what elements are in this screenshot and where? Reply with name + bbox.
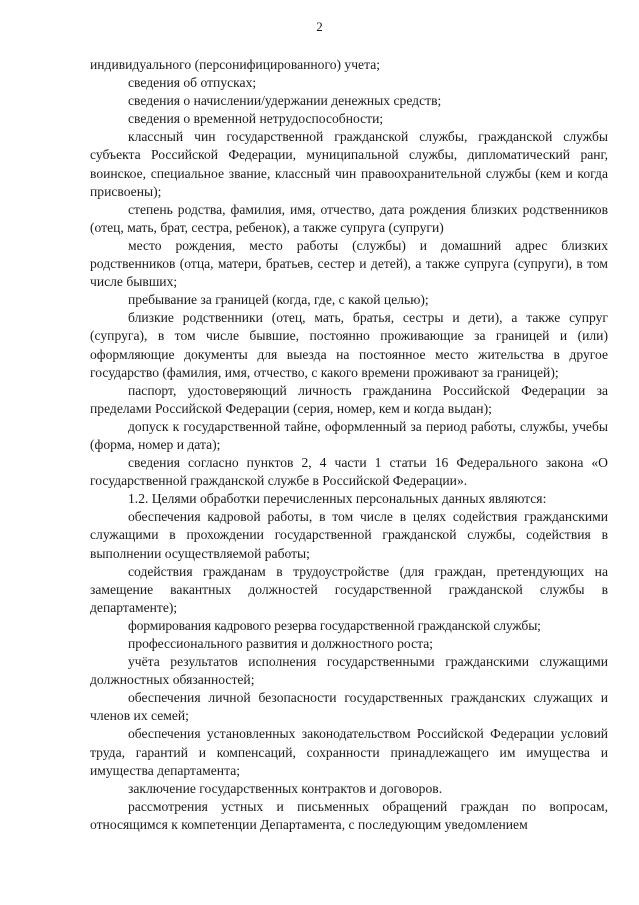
paragraph: заключение государственных контрактов и договоров. bbox=[128, 780, 443, 796]
paragraph: формирования кадрового резерва государственной гражданской службы; bbox=[128, 617, 541, 633]
paragraph: индивидуального (персонифицированного) учета; bbox=[90, 57, 381, 72]
paragraph: близкие родственники (отец, мать, братья, сестры и дети), а также супруг (супруга), в том числе бывшие, постоянно проживающие за границей и (или) оформляющие документы для выезда на постоянное место жительства в другое государство (фамилия, имя, отчество, с какого времени проживают за границей); bbox=[90, 310, 608, 380]
paragraph: пребывание за границей (когда, где, с какой целью); bbox=[128, 292, 429, 308]
paragraph: сведения об отпусках; bbox=[128, 75, 257, 91]
paragraph: обеспечения установленных законодательством Российской Федерации условий труда, гарантий и компенсаций, сохранности принадлежащего им имущества и имущества департамента; bbox=[90, 726, 608, 778]
paragraph: место рождения, место работы (службы) и домашний адрес близких родственников (отца, матери, братьев, сестер и детей), а также супруга (супруги), в том числе бывших; bbox=[90, 237, 608, 290]
paragraph: паспорт, удостоверяющий личность гражданина Российской Федерации за пределами Российской Федерации (серия, номер, кем и когда выдан); bbox=[90, 382, 608, 416]
paragraph: классный чин государственной гражданской службы, гражданской службы субъекта Российской Федерации, муниципальной службы, дипломатический ранг, воинское, специальное звание, классный чин правоохранительной службы (кем и когда присвоены); bbox=[90, 129, 608, 199]
paragraph: сведения согласно пунктов 2, 4 части 1 статьи 16 Федерального закона «О государственной гражданской службе в Российской Федерации». bbox=[90, 455, 608, 489]
section-heading: 1.2. Целями обработки перечисленных персональных данных являются: bbox=[128, 491, 547, 507]
paragraph: профессионального развития и должностного роста; bbox=[128, 636, 434, 651]
page-number: 2 bbox=[316, 19, 323, 34]
paragraph: степень родства, фамилия, имя, отчество, дата рождения близких родственников (отец, мать, брат, сестра, ребенок), а также супруга (супруги) bbox=[90, 201, 608, 235]
paragraph: сведения о временной нетрудоспособности; bbox=[128, 111, 384, 127]
paragraph: обеспечения личной безопасности государственных гражданских служащих и членов их семей; bbox=[90, 690, 608, 724]
paragraph: содействия гражданам в трудоустройстве (для граждан, претендующих на замещение вакантных должностей государственной гражданской службы в департаменте); bbox=[90, 563, 608, 615]
paragraph: допуск к государственной тайне, оформленный за период работы, службы, учебы (форма, номер и дата); bbox=[90, 418, 608, 452]
paragraph: рассмотрения устных и письменных обращений граждан по вопросам, относящимся к компетенции Департамента, с последующим уведомлением bbox=[90, 798, 608, 832]
paragraph: обеспечения кадровой работы, в том числе в целях содействия гражданскими служащими в прохождении государственной гражданской службы, содействия в выполнении осуществляемой работы; bbox=[90, 509, 608, 561]
paragraph: учёта результатов исполнения государственными гражданскими служащими должностных обязанностей; bbox=[90, 654, 608, 688]
document-body bbox=[90, 56, 608, 834]
paragraph: сведения о начислении/удержании денежных средств; bbox=[128, 93, 442, 109]
